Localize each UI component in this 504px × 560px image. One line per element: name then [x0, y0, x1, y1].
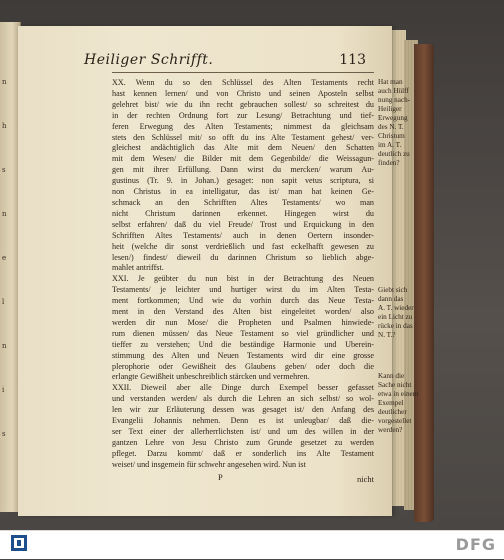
text-line: lesen/) findest/ dieweil du darinnen Christum so lieblich abge- — [112, 252, 374, 262]
francke-foundation-logo[interactable] — [8, 534, 30, 556]
margin-note-line: ein Licht zu — [378, 313, 413, 321]
margin-note-line: Heiliger — [378, 105, 402, 113]
margin-note-line: deutlich zu — [378, 150, 410, 158]
text-line: heit (welche dir sonst verdrießlich und fast eckelhafft gewesen zu — [112, 241, 374, 251]
text-line: werden dir nun Mose/ die Propheten und Psalmen hinwiede- — [112, 317, 374, 327]
margin-note-line: auch Hülff — [378, 87, 409, 95]
page-footer — [112, 472, 374, 484]
margin-note-line: A. T. wieder — [378, 304, 414, 312]
text-line: XX. Wenn du so den Schlüssel des Alten Testaments recht — [112, 78, 374, 87]
margin-note-line: Exempel — [378, 399, 404, 407]
text-line: non Christus in ea intelligatur, das ist/ man hat keinen Ge- — [112, 187, 374, 197]
text-line: rum dienen müssen/ das Neue Testament so viel gründlicher und — [112, 328, 374, 338]
text-line: ment fortkommen; Und wie du vorhin durch das Neue Testa- — [112, 296, 374, 306]
margin-note-line: vorgestellet — [378, 417, 412, 425]
text-line: gantzen Lehre von Jesu Christo zum Grunde gesetzet zu werden — [112, 437, 374, 447]
text-line: nicht Christum darinnen erkennet. Hingegen wirst du — [112, 208, 374, 218]
text-line: feren Erwegung des Alten Testaments; nimmest da gleichsam — [112, 121, 374, 131]
text-line: selbst erfahren/ daß du viel Freude/ Trost und Erquickung in den — [112, 219, 374, 229]
text-line: XXI. Je geübter du nun bist in der Betrachtung des Neuen — [112, 274, 374, 284]
left-page-fragment: s — [2, 430, 6, 438]
text-line: mahlet antriffst. — [112, 263, 164, 273]
margin-note-line: Sache nicht — [378, 381, 412, 389]
text-line: mit dem Wesen/ die Bilder mit dem Gegenbilde/ die Weissagun- — [112, 154, 374, 164]
header-rule — [112, 72, 374, 73]
dfg-logo[interactable]: DFG — [455, 535, 496, 554]
margin-note-line: N. T.? — [378, 331, 396, 339]
text-line: erlangte Gewißheit unbeschreiblich stärcken und vermehren. — [112, 372, 310, 382]
text-line: und verstanden werden/ als durch die Lehren an sich selbst/ so wol- — [112, 394, 374, 404]
text-line: gustinus (Tr. 9. in Johan.) gesaget: non sapit vetus scriptura, si — [112, 176, 374, 186]
left-page-fragment: e — [2, 254, 7, 262]
signature-mark: P — [218, 472, 223, 482]
left-page-fragment: n — [2, 342, 7, 350]
margin-note-2 — [378, 286, 424, 340]
text-line: gleichest andächtiglich das Alte mit dem Neuen/ den Schatten — [112, 143, 374, 153]
page-header — [84, 52, 374, 72]
text-line: schmack an den Schrifften Altes Testaments/ wo man — [112, 197, 374, 207]
left-page-fragment: n — [2, 210, 7, 218]
margin-note-line: Erwegung — [378, 114, 408, 122]
text-line: ser Text einer der allerherrlichsten ist/ und um des willen in der — [112, 427, 374, 436]
page-number: 113 — [339, 52, 366, 68]
left-page-fragment: h — [2, 122, 7, 130]
margin-note-line: nung nach- — [378, 96, 411, 104]
text-line: gelehret bist/ wie du ihn recht gebrauchen sollest/ so schreitest du — [112, 99, 374, 109]
text-line: pfleget. Darzu kommt/ daß er sonderlich ins Alte Testament — [112, 448, 374, 458]
margin-note-line: etwa in einem — [378, 390, 419, 398]
margin-note-line: finden? — [378, 159, 400, 167]
running-head: Heiliger Schrifft. — [84, 52, 214, 68]
text-line: Schrifften Altes Testaments/ auch in denen Oertern insonder- — [112, 230, 374, 240]
body-text — [112, 78, 374, 471]
text-line: stimmung des Alten und Neuen Testaments wird dir eine grosse — [112, 350, 374, 360]
left-page-fragment: i — [2, 386, 5, 394]
margin-note-line: des N. T. — [378, 123, 404, 131]
viewer-footer-bar — [0, 530, 504, 559]
catchword: nicht — [357, 474, 374, 484]
margin-note-line: Christum — [378, 132, 405, 140]
text-line: stets den Schlüssel mit/ so offt du ins Alte Testament gehest/ ver- — [112, 132, 374, 142]
text-line: len wir zur Erläuterung dessen was gesaget ist/ den Anfang des — [112, 405, 374, 415]
text-line: gen mit ihrer Erfüllung. Dann wirst du mercken/ warum Au- — [112, 165, 374, 175]
margin-note-line: Hat man — [378, 78, 403, 86]
margin-note-line: werden? — [378, 426, 403, 434]
text-line: Testaments/ je leichter und hurtiger wirst du im Alten Testa- — [112, 285, 374, 295]
text-line: plerophorie oder Gewißheit des Glaubens geben/ oder doch die — [112, 361, 374, 371]
margin-note-1 — [378, 78, 424, 168]
margin-note-line: deutlicher — [378, 408, 407, 416]
margin-note-line: rücke in das — [378, 322, 413, 330]
text-line: in der rechten Ordnung fort zur Lesung/ Betrachtung und tief- — [112, 110, 374, 120]
text-line: weiset/ und insgemein für schwehr angesehen wird. Nun ist — [112, 459, 306, 469]
left-page-fragment: l — [2, 298, 5, 306]
margin-note-line: dann das — [378, 295, 404, 303]
text-line: XXII. Dieweil aber alle Dinge durch Exempel besser gefasset — [112, 383, 374, 393]
text-line: tieffer zu verstehen; Und die beständige Harmonie und Uberein- — [112, 339, 374, 349]
text-line: Evangelii Johannis nehmen. Denn es ist unleugbar/ daß die- — [112, 416, 374, 426]
margin-note-line: Kann die — [378, 372, 405, 380]
margin-note-line: im A. T. — [378, 141, 402, 149]
text-line: hast kennen lernen/ und von Christo und seinen Aposteln selbst — [112, 88, 374, 98]
margin-note-3 — [378, 372, 424, 435]
left-page-fragment: n — [2, 78, 7, 86]
margin-note-line: Giebt sich — [378, 286, 408, 294]
left-page-fragment: s — [2, 166, 6, 174]
text-line: ment in den Verstand des Alten bist eingeleitet worden/ also — [112, 307, 374, 317]
